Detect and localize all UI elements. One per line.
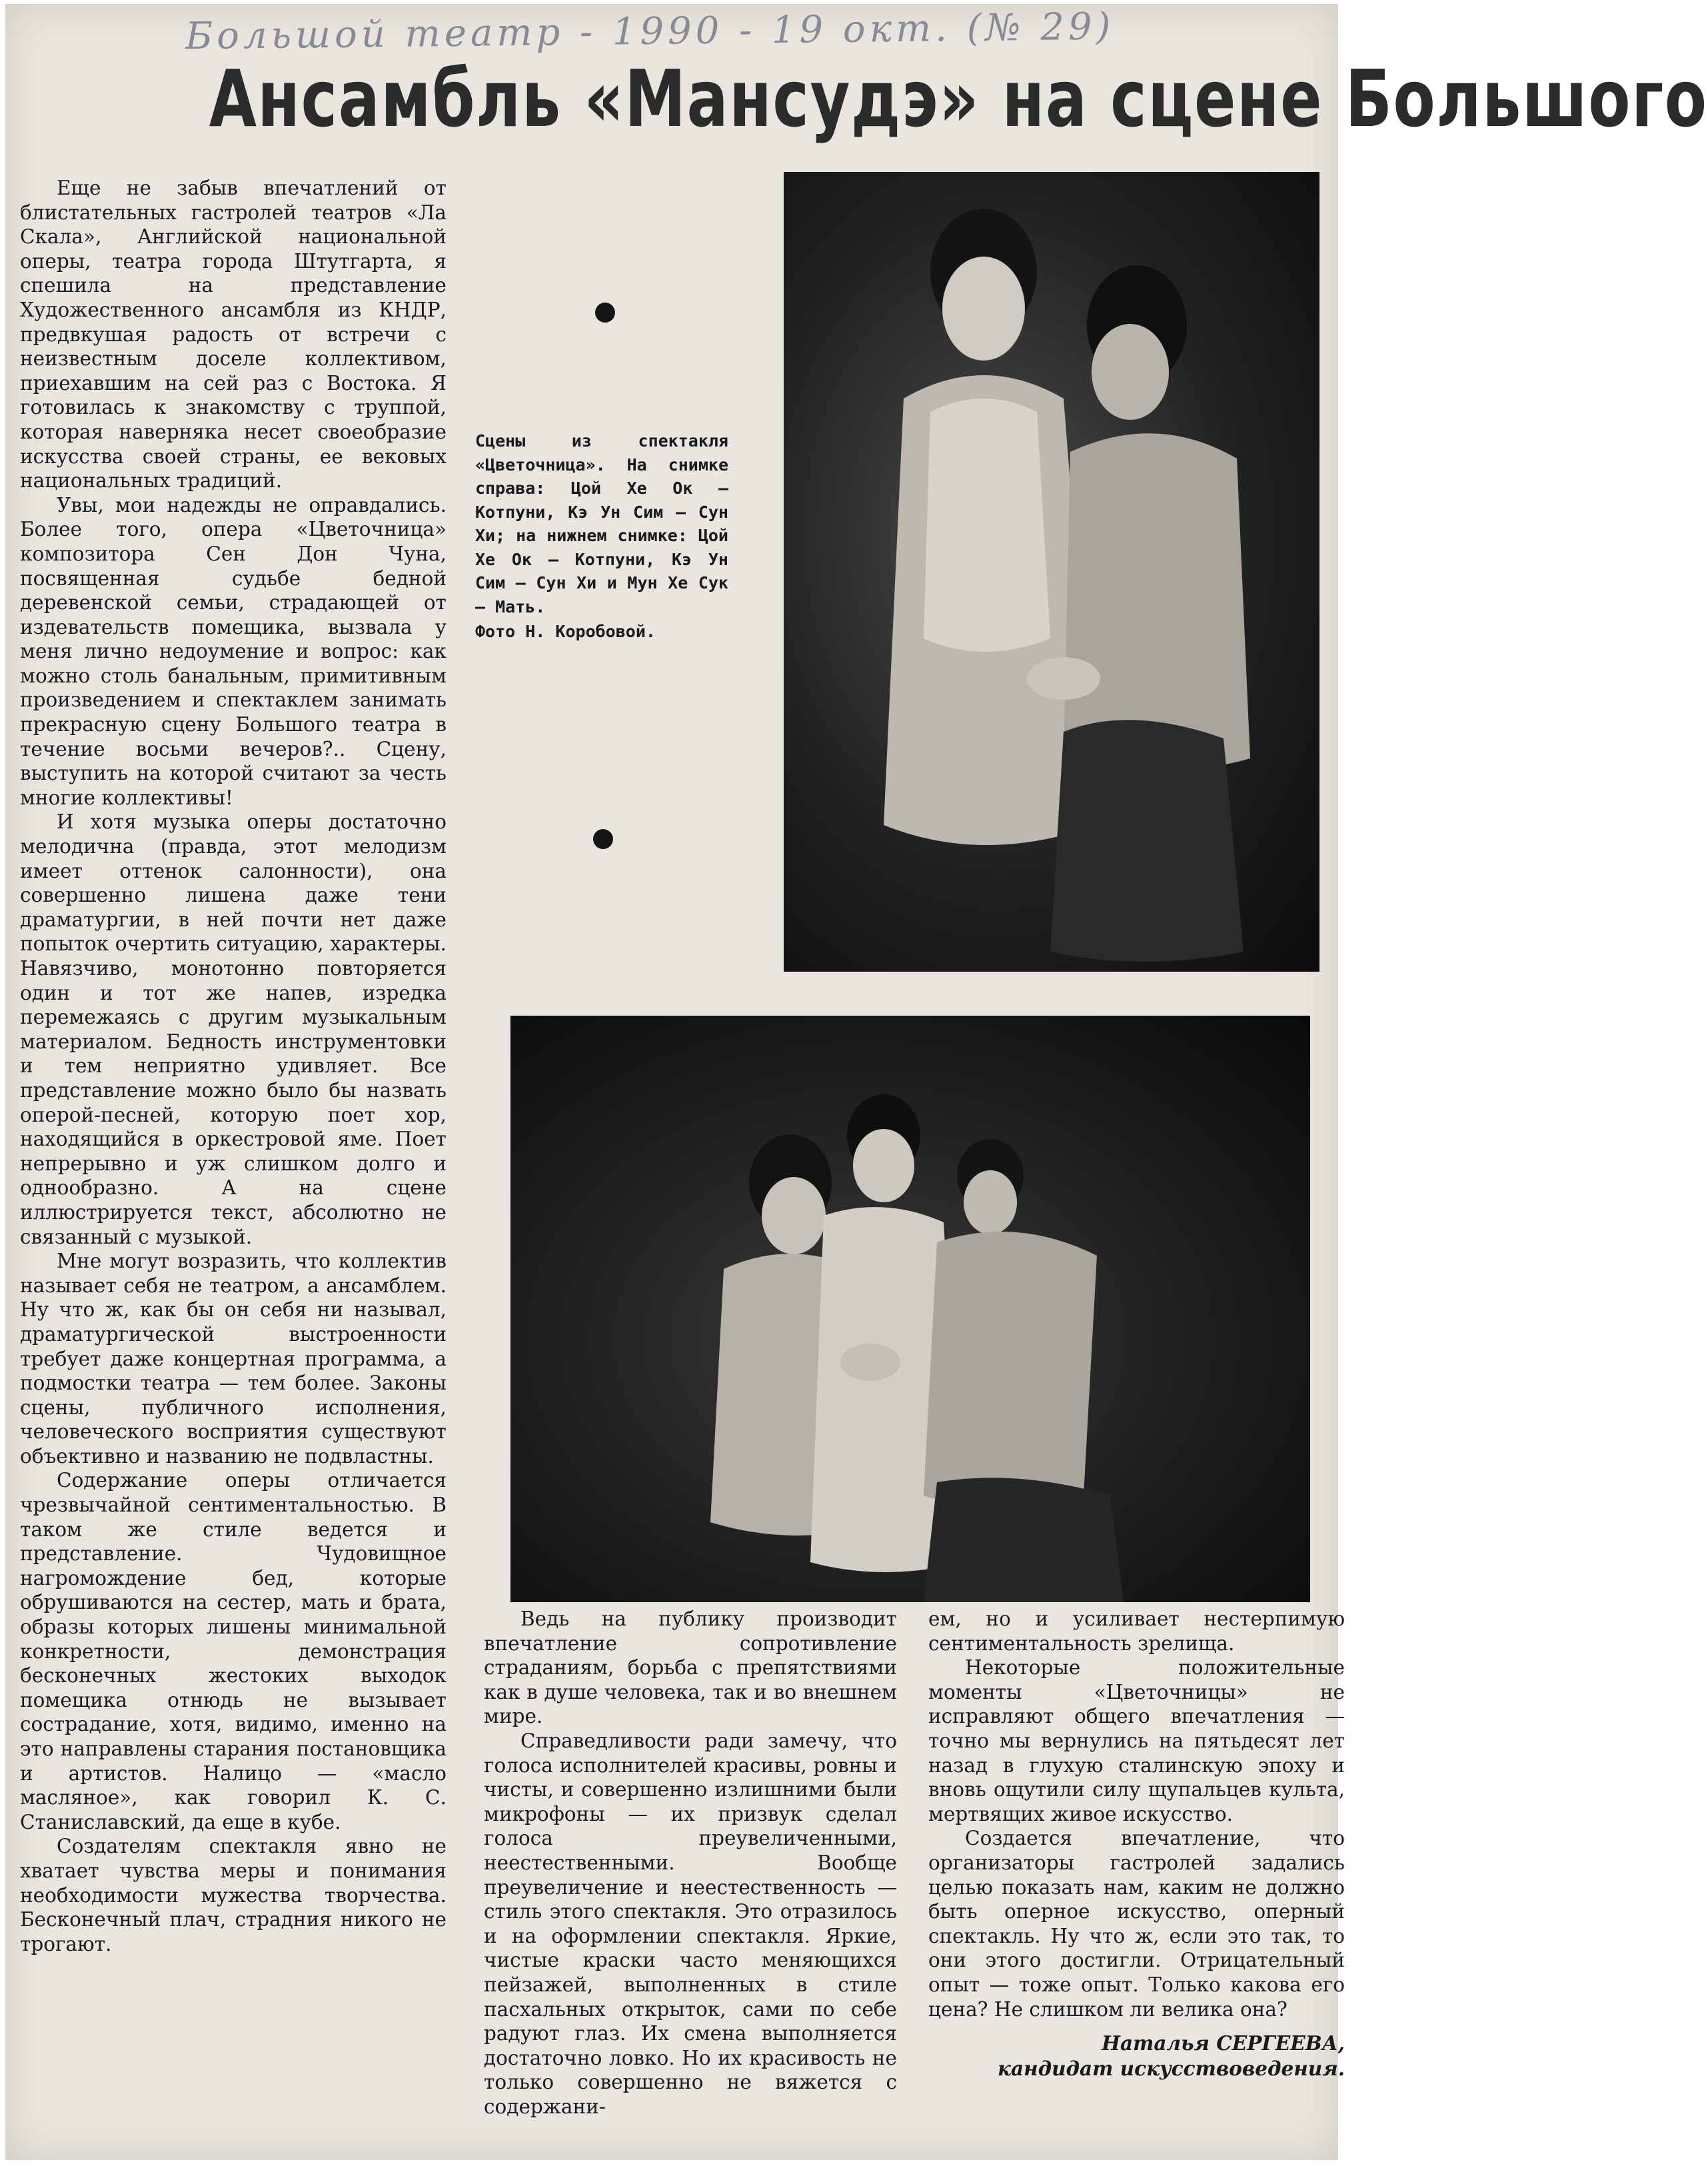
- bullet-dot-icon: [595, 303, 615, 323]
- paragraph: Ведь на публику производит впечатление сопротивление страданиям, борьба с препятствиями как в душе человека, так и во внешнем мире.: [484, 1608, 897, 1728]
- handwritten-note: Большой театр - 1990 - 19 окт. (№ 29): [185, 5, 1115, 59]
- paragraph: Создается впечатление, что организаторы гастролей задались целью показать нам, каким не должно быть оперное искусство, оперный спектакль. Ну что ж, если это так, то они этого достигли. Отрицательный опыт — тоже опыт. Только какова его цена? Не слишком ли велика она?: [928, 1827, 1345, 2021]
- article-headline: Ансамбль «Мансудэ» на сцене Большого: [209, 53, 1708, 145]
- article-column-1: [20, 176, 446, 1956]
- photo-caption: [475, 429, 728, 644]
- author-signature: [928, 2031, 1345, 2081]
- paragraph: Некоторые положительные моменты «Цветочницы» не исправляют общего впечатления — точно мы вернулись на пятьдесят лет назад в глухую сталинскую эпоху и вновь ощутили силу щупальцев культа, мертвящих живое искусство.: [928, 1656, 1345, 1825]
- paragraph: Содержание оперы отличается чрезвычайной сентиментальностью. В таком же стиле ведется и представление. Чудовищное нагромождение бед, которые обрушиваются на сестер, мать и брата, образы которых лишены минимальной конкретности, демонстрация бесконечных жестоких выходок помещика отнюдь не вызывает сострадание, хотя, видимо, именно на это направлены старания постановщика и артистов. Налицо — «масло масляное», как говорил К. С. Станиславский, да еще в кубе.: [20, 1469, 446, 1833]
- stage-photo-trio: [510, 1016, 1310, 1602]
- caption-text: Сцены из спектакля «Цветочница». На снимке справа: Цой Хе Ок — Котпуни, Кэ Ун Сим — Сун Хи; на нижнем снимке: Цой Хе Ок — Котпуни, Кэ Ун Сим — Сун Хи и Мун Хе Сук — Мать.: [475, 431, 728, 616]
- paragraph: Мне могут возразить, что коллектив называет себя не театром, а ансамблем. Ну что ж, как бы он себя ни называл, драматургической выстроенности требует даже концертная программа, а подмостки театра — тем более. Законы сцены, публичного исполнения, человеческого восприятия существуют объективно и названию не подвластны.: [20, 1250, 446, 1468]
- stage-photo-duet-illustration: [784, 172, 1319, 972]
- paragraph: Справедливости ради замечу, что голоса исполнителей красивы, ровны и чисты, и совершенно излишними были микрофоны — их призвук сделал голоса преувеличенными, неестественными. Вообще преувеличение и неестественность — стиль этого спектакля. Это отразилось и на оформлении спектакля. Яркие, чистые краски часто меняющихся пейзажей, выполненных в стиле пасхальных открыток, сами по себе радуют глаз. Их смена выполняется достаточно ловко. Но их красивость не только совершенно не вяжется с содержани-: [484, 1729, 897, 2118]
- article-column-3: [928, 1607, 1345, 2081]
- stage-photo-duet: [784, 172, 1319, 972]
- stage-photo-trio-illustration: [510, 1016, 1310, 1602]
- paragraph: ем, но и усиливает нестерпимую сентиментальность зрелища.: [928, 1608, 1345, 1655]
- newspaper-clipping: [5, 4, 1708, 2160]
- author-name: Наталья СЕРГЕЕВА,: [1102, 2031, 1345, 2055]
- paragraph: Создателям спектакля явно не хватает чувства меры и понимания необходимости мужества творчества. Бесконечный плач, страдния никого не трогают.: [20, 1835, 446, 1955]
- photo-credit: Фото Н. Коробовой.: [475, 622, 656, 641]
- bullet-dot-icon: [593, 829, 613, 849]
- author-title: кандидат искусствоведения.: [998, 2057, 1345, 2081]
- article-column-2: [484, 1607, 897, 2119]
- paragraph: И хотя музыка оперы достаточно мелодична (правда, этот мелодизм имеет оттенок салонности), она совершенно лишена даже тени драматургии, в ней почти нет даже попыток очертить ситуацию, характеры. Навязчиво, монотонно повторяется один и тот же напев, изредка перемежаясь с другим музыкальным материалом. Бедность инструментовки и тем неприятно удивляет. Все представление можно было бы назвать оперой-песней, которую поет хор, находящийся в оркестровой яме. Поет непрерывно и уж слишком долго и однообразно. А на сцене иллюстрируется текст, абсолютно не связанный с музыкой.: [20, 810, 446, 1248]
- paragraph: Увы, мои надежды не оправдались. Более того, опера «Цветочница» композитора Сен Дон Чуна, посвященная судьбе бедной деревенской семьи, страдающей от издевательств помещика, вызвала у меня лично недоумение и вопрос: как можно столь банальным, примитивным произведением и спектаклем занимать прекрасную сцену Большого театра в течение восьми вечеров?.. Сцену, выступить на которой считают за честь многие коллективы!: [20, 493, 446, 809]
- paragraph: Еще не забыв впечатлений от блистательных гастролей театров «Ла Скала», Английской национальной оперы, театра города Штутгарта, я спешила на представление Художественного ансамбля из КНДР, предвкушая радость от встречи с неизвестным доселе коллективом, приехавшим на сей раз с Востока. Я готовилась к знакомству с труппой, которая наверняка несет своеобразие искусства своей страны, ее вековых национальных традиций.: [20, 177, 446, 493]
